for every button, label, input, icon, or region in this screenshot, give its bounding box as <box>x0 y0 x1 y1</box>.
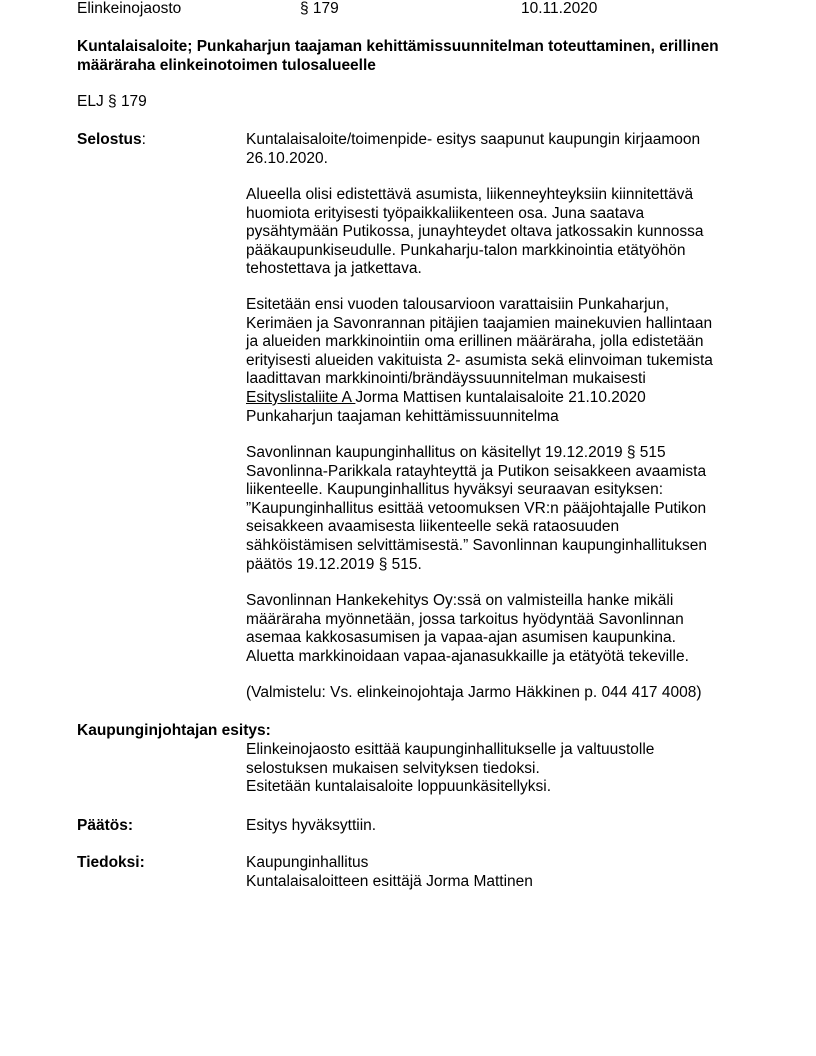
selostus-paragraph-5 <box>246 592 766 666</box>
text-line: sähköistämisen selvittämisestä.” Savonlinnan kaupunginhallituksen <box>246 536 707 554</box>
header-date: 10.11.2020 <box>521 0 598 17</box>
selostus-paragraph-1 <box>246 131 766 168</box>
text-line: huomiota erityisesti työpaikkaliikenteen osa. Juna saatava <box>246 204 645 222</box>
header-section: § 179 <box>300 0 339 17</box>
paatos-text <box>246 817 766 836</box>
text-line: asemaa kakkosasumisen ja vapaa-ajan asumisen kaupunkina. <box>246 629 676 647</box>
text-line: Esitys hyväksyttiin. <box>246 817 377 834</box>
reference: ELJ § 179 <box>77 93 147 110</box>
text-line: määräraha myönnetään, jossa tarkoitus hyödyntää Savonlinnan <box>246 610 684 628</box>
text-line: Punkaharjun taajaman kehittämissuunnitelma <box>246 407 559 425</box>
title-line: Kuntalaisaloite; Punkaharjun taajaman kehittämissuunnitelman toteuttaminen, erillinen <box>77 38 719 55</box>
text-line: 26.10.2020. <box>246 149 328 167</box>
text-line: Esitetään ensi vuoden talousarvioon varattaisiin Punkaharjun, <box>246 296 670 313</box>
paatos-label: Päätös: <box>77 817 133 834</box>
attachment-description: Jorma Mattisen kuntalaisaloite 21.10.2020 <box>355 388 646 406</box>
text-line: Kuntalaisaloite/toimenpide- esitys saapunut kaupungin kirjaamoon <box>246 131 701 148</box>
text-line: (Valmistelu: Vs. elinkeinojohtaja Jarmo Häkkinen p. 044 417 4008) <box>246 684 702 701</box>
text-line: erityisesti alueiden vakituista 2- asumista sekä elinvoiman tukemista <box>246 351 713 369</box>
text-line: Kerimäen ja Savonrannan pitäjien taajamien mainekuvien hallintaan <box>246 314 713 332</box>
text-line: Alueella olisi edistettävä asumista, liikenneyhteyksiin kiinnitettävä <box>246 186 694 203</box>
text-line: pääkaupunkiseudulle. Punkaharju-talon markkinointia etätyöhön <box>246 241 686 259</box>
tiedoksi-recipients <box>246 854 766 891</box>
text-line: tehostettava ja jatkettava. <box>246 260 422 278</box>
title-line: määräraha elinkeinotoimen tulosalueelle <box>77 56 376 74</box>
selostus-paragraph-2 <box>246 186 766 279</box>
text-line: Savonlinnan kaupunginhallitus on käsitellyt 19.12.2019 § 515 <box>246 444 666 461</box>
selostus-paragraph-3 <box>246 296 766 426</box>
text-line: ”Kaupunginhallitus esittää vetoomuksen VR:n pääjohtajalle Putikon <box>246 499 707 517</box>
text-line: Esitetään kuntalaisaloite loppuunkäsitellyksi. <box>246 778 552 796</box>
text-line: Aluetta markkinoidaan vapaa-ajanasukkaille ja etätyötä tekeville. <box>246 647 689 665</box>
attachment-link[interactable]: Esityslistaliite A <box>246 388 356 406</box>
text-line: ja alueiden markkinointiin oma erillinen määräraha, jolla edistetään <box>246 333 704 351</box>
text-line: Kuntalaisaloitteen esittäjä Jorma Mattinen <box>246 872 533 890</box>
text-line: seisakkeen avaamisesta liikenteelle sekä rataosuuden <box>246 518 620 536</box>
text-line <box>246 389 766 408</box>
esitys-text <box>246 741 766 797</box>
header-committee: Elinkeinojaosto <box>77 0 182 17</box>
preparer-note <box>246 684 766 703</box>
text-line: Kaupunginhallitus <box>246 854 369 871</box>
document-title <box>77 38 719 75</box>
text-line: Elinkeinojaosto esittää kaupunginhallitukselle ja valtuustolle <box>246 741 655 758</box>
selostus-paragraph-4 <box>246 444 766 574</box>
text-line: päätös 19.12.2019 § 515. <box>246 555 422 573</box>
text-line: Savonlinna-Parikkala ratayhteyttä ja Putikon seisakkeen avaamista <box>246 462 707 480</box>
tiedoksi-label: Tiedoksi: <box>77 854 145 871</box>
text-line: pysähtymään Putikossa, junayhteydet oltava jatkossakin kunnossa <box>246 223 704 241</box>
text-line: liikenteelle. Kaupunginhallitus hyväksyi seuraavan esityksen: <box>246 481 664 499</box>
text-line: laadittavan markkinointi/brändäyssuunnitelman mukaisesti <box>246 370 646 388</box>
esitys-label: Kaupunginjohtajan esitys: <box>77 722 271 739</box>
text-line: selostuksen mukaisen selvityksen tiedoksi. <box>246 759 540 777</box>
selostus-label: Selostus: <box>77 131 146 148</box>
text-line: Savonlinnan Hankekehitys Oy:ssä on valmisteilla hanke mikäli <box>246 592 674 609</box>
